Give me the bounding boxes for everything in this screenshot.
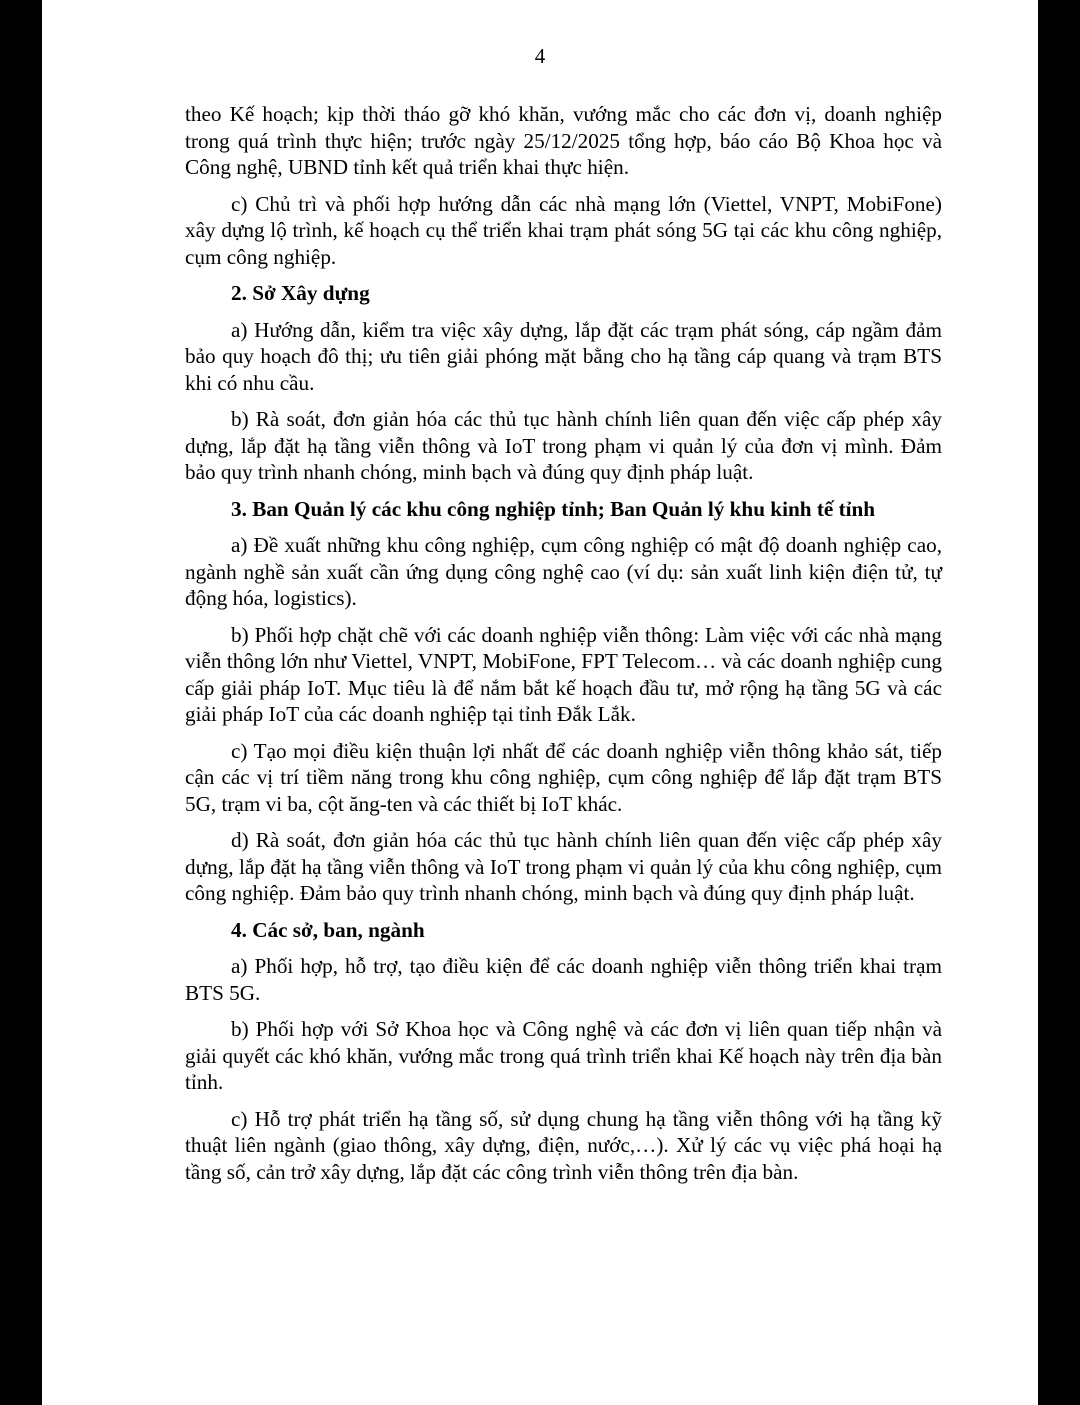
paragraph-continuation: theo Kế hoạch; kịp thời tháo gỡ khó khăn, vướng mắc cho các đơn vị, doanh nghiệp trong quá trình thực hiện; trước ngày 25/12/2025 tổng hợp, báo cáo Bộ Khoa học và Công nghệ, UBND tỉnh kết quả triển khai thực hiện. (185, 102, 942, 179)
paragraph-4b: b) Phối hợp với Sở Khoa học và Công nghệ và các đơn vị liên quan tiếp nhận và giải quyết các khó khăn, vướng mắc trong quá trình triển khai Kế hoạch này trên địa bàn tỉnh. (185, 1017, 942, 1094)
paragraph-3a: a) Đề xuất những khu công nghiệp, cụm công nghiệp có mật độ doanh nghiệp cao, ngành nghề sản xuất cần ứng dụng công nghệ cao (ví dụ: sản xuất linh kiện điện tử, tự động hóa, logistics). (185, 533, 942, 610)
paragraph-1c: c) Chủ trì và phối hợp hướng dẫn các nhà mạng lớn (Viettel, VNPT, MobiFone) xây dựng lộ trình, kế hoạch cụ thể triển khai trạm phát sóng 5G tại các khu công nghiệp, cụm công nghiệp. (185, 191, 942, 269)
paragraph-3c: c) Tạo mọi điều kiện thuận lợi nhất để các doanh nghiệp viễn thông khảo sát, tiếp cận các vị trí tiềm năng trong khu công nghiệp, cụm công nghiệp để lắp đặt trạm BTS 5G, trạm vi ba, cột ăng-ten và các thiết bị IoT khác. (185, 738, 942, 816)
paragraph-2a: a) Hướng dẫn, kiểm tra việc xây dựng, lắp đặt các trạm phát sóng, cáp ngầm đảm bảo quy hoạch đô thị; ưu tiên giải phóng mặt bằng cho hạ tầng cáp quang và trạm BTS khi có nhu cầu. (185, 317, 942, 395)
section-heading-4: 4. Các sở, ban, ngành (231, 917, 425, 942)
document-body (185, 101, 942, 1195)
paragraph-2b: b) Rà soát, đơn giản hóa các thủ tục hành chính liên quan đến việc cấp phép xây dựng, lắp đặt hạ tầng viễn thông và IoT trong phạm vi quản lý của đơn vị mình. Đảm bảo quy trình nhanh chóng, minh bạch và đúng quy định pháp luật. (185, 407, 942, 484)
document-page (42, 0, 1038, 1405)
paragraph-4a: a) Phối hợp, hỗ trợ, tạo điều kiện để các doanh nghiệp viễn thông triển khai trạm BTS 5G. (185, 954, 942, 1005)
section-heading-2: 2. Sở Xây dựng (231, 281, 370, 305)
paragraph-4c: c) Hỗ trợ phát triển hạ tầng số, sử dụng chung hạ tầng viễn thông với hạ tầng kỹ thuật liên ngành (giao thông, xây dựng, điện, nước,…). Xử lý các vụ việc phá hoại hạ tầng số, cản trở xây dựng, lắp đặt các công trình viễn thông trên địa bàn. (185, 1106, 942, 1184)
section-heading-3: 3. Ban Quản lý các khu công nghiệp tỉnh; Ban Quản lý khu kinh tế tỉnh (231, 496, 876, 521)
paragraph-3b: b) Phối hợp chặt chẽ với các doanh nghiệp viễn thông: Làm việc với các nhà mạng viễn thông lớn như Viettel, VNPT, MobiFone, FPT Telecom… và các doanh nghiệp cung cấp giải pháp IoT. Mục tiêu là để nắm bắt kế hoạch đầu tư, mở rộng hạ tầng 5G và các giải pháp IoT của các doanh nghiệp tại tỉnh Đắk Lắk. (185, 622, 942, 726)
page-number: 4 (534, 44, 546, 68)
paragraph-3d: d) Rà soát, đơn giản hóa các thủ tục hành chính liên quan đến việc cấp phép xây dựng, lắp đặt hạ tầng viễn thông và IoT trong phạm vi quản lý của khu công nghiệp, cụm công nghiệp. Đảm bảo quy trình nhanh chóng, minh bạch và đúng quy định pháp luật. (185, 828, 942, 905)
